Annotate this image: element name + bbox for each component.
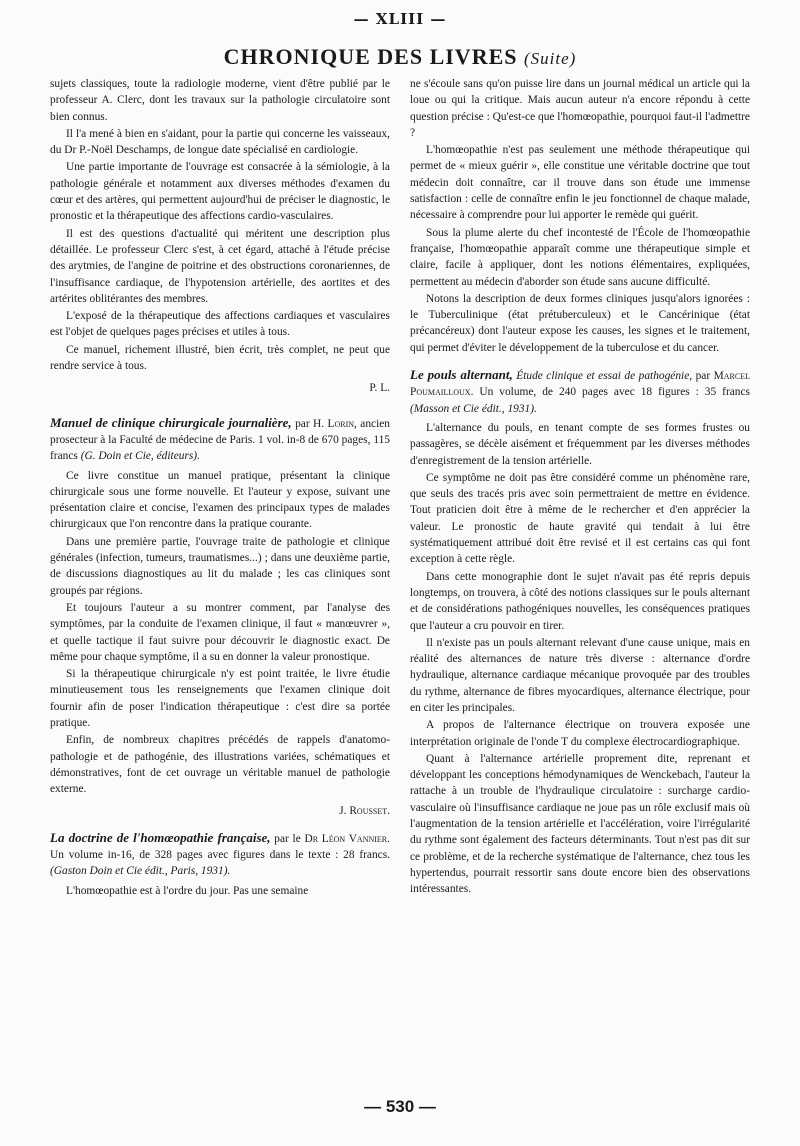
section-title-text: CHRONIQUE DES LIVRES	[223, 44, 518, 69]
paragraph: Dans cette monographie dont le sujet n'avait pas été repris depuis longtemps, on trouvera, à côté des notions classiques sur le pouls alternant et de considérations pathogéniques nouvelles, les conséquences pratiques que l'auteur a cru pouvoir en tirer.	[410, 570, 750, 632]
roman-page-number: — XLIII —	[353, 10, 447, 28]
paragraph: Enfin, de nombreux chapitres précédés de rappels d'anatomo-pathologie et de pathogénie, des illustrations variées, schématiques et démonstratives, font de cet ouvrage un véritable manuel de pathologie externe.	[50, 734, 390, 796]
review-details: . Un volume in-16, de 328 pages avec figures dans le texte : 28 francs.	[50, 832, 390, 862]
paragraph: Notons la description de deux formes cliniques jusqu'alors ignorées : le Tuberculinique (état prétuberculeux) et le Cancérinique (état précancéreux) dont l'auteur expose les causes, les signes et le traitement, qui permet d'éviter le développement de la tuberculose et du cancer.	[410, 292, 750, 354]
paragraph: Ce symptôme ne doit pas être considéré comme un phénomène rare, que seuls des tracés pris avec soin permettraient de mettre en évidence. Tout praticien doit être à même de le rechercher et d'en apprécier la valeur. Le pronostic de haute gravité qui tendait à lui être systématiquement attribué doit être revisé et il est certains cas qui font exception à cette règle.	[410, 471, 750, 566]
paragraph: sujets classiques, toute la radiologie moderne, vient d'être publié par le professeur A. Clerc, dont les travaux sur la pathologie circulatoire sont bien connus.	[50, 78, 390, 123]
paragraph: A propos de l'alternance électrique on trouvera exposée une interprétation originale de l'onde T du complexe électrocardiographique.	[410, 719, 750, 748]
review-signature: P. L.	[369, 382, 390, 395]
paragraph: L'exposé de la thérapeutique des affections cardiaques et vasculaires est l'objet de quelques pages précises et utiles à tous.	[50, 310, 390, 339]
review-details: , ancien prosecteur à la Faculté de médecine de Paris. 1 vol. in-8 de 670 pages, 115 francs	[50, 417, 391, 463]
review-subtitle: Étude clinique et essai de pathogénie,	[512, 370, 693, 383]
paragraph: Ce livre constitue un manuel pratique, présentant la clinique chirurgicale sous une forme nouvelle. Et l'auteur y expose, suivant une présentation claire et concise, l'examen des principaux types de malades chirurgicaux que l'on rencontre dans la pratique courante.	[50, 469, 390, 531]
review-heading	[50, 830, 390, 880]
paragraph: Quant à l'alternance artérielle proprement dite, reprenant et développant les conceptions hémodynamiques de Wenckebach, l'auteur la rattache à un trouble de l'hydraulique circulatoire : surcharge cardio-vasculaire où l'insuffisance cardiaque ne joue pas un rôle exclusif mais où l'augmentation de la tension artérielle et l'accélération, voire l'irrégularité du rythme sont également des facteurs déterminants. Tout n'est pas dit sur ce problème, et de la recherche systématique de l'alternance, chez tous les hypertendus, pourrait ressortir sans doute encore bien des observations intéressantes.	[410, 752, 750, 896]
paragraph: Une partie importante de l'ouvrage est consacrée à la sémiologie, à la pathologie générale et notamment aux diverses méthodes d'examen du cœur et des artères, qui permettent aujourd'hui de préciser le diagnostic, le pronostic et la thérapeutique des affections cardio-vasculaires.	[50, 161, 390, 223]
spacer	[50, 820, 390, 830]
review-publisher: (G. Doin et Cie, éditeurs).	[80, 450, 200, 463]
review-author: H. Lorin	[313, 417, 355, 430]
review-by: par le	[270, 832, 305, 845]
spacer	[50, 397, 390, 415]
review-title: La doctrine de l'homœopathie française,	[50, 829, 271, 845]
left-column	[50, 76, 390, 900]
spacer	[410, 357, 750, 367]
review-publisher: (Gaston Doin et Cie édit., Paris, 1931).	[50, 865, 231, 878]
paragraph: Il l'a mené à bien en s'aidant, pour la partie qui concerne les vaisseaux, du Dr P.-Noël Deschamps, de longue date spécialisé en cardiologie.	[50, 127, 390, 157]
section-title-suite: (Suite)	[524, 49, 577, 68]
paragraph: Il n'existe pas un pouls alternant relevant d'une cause unique, mais en réalité des alternances de nature très diverse : alternance d'ordre hydraulique, alternance cardiaque mécanique provoquée par des troubles du rythme, alternance de fibres myocardiques, alternance électrique, pour en citer les principales.	[410, 636, 750, 714]
review-author: Marcel Poumailloux	[410, 370, 750, 399]
review-by: par	[291, 417, 314, 430]
review-heading	[50, 415, 390, 465]
review-heading	[410, 367, 750, 417]
review-publisher: (Masson et Cie édit., 1931).	[410, 402, 537, 415]
paragraph: Si la thérapeutique chirurgicale n'y est point traitée, le livre étudie minutieusement tous les renseignements que l'examen clinique doit fournir afin de poser l'indication thérapeutique : c'est dire sa portée pratique.	[50, 668, 390, 729]
review-details: . Un volume, de 240 pages avec 18 figures : 35 francs	[470, 386, 750, 399]
review-title: Manuel de clinique chirurgicale journalière,	[50, 414, 292, 430]
paragraph: L'alternance du pouls, en tenant compte de ses formes frustes ou passagères, se décèle aisément et fréquemment par les diverses méthodes d'enregistrement de la tension artérielle.	[410, 421, 750, 467]
review-author: Dr Léon Vannier	[304, 832, 388, 845]
paragraph: Il est des questions d'actualité qui méritent une description plus détaillée. Le professeur Clerc s'est, à cet égard, attaché à l'étude précise des arytmies, de l'angine de poitrine et des obstructions coronariennes, de l'insuffisance cardiaque, de l'hypotension artérielle, des aortites et des artérites oblitérantes des membres.	[50, 227, 390, 305]
paragraph: ne s'écoule sans qu'on puisse lire dans un journal médical un article qui la loue ou qui la critique. Mais aucun auteur n'a encore répondu à cette question précise : Qu'est-ce que l'homœopathie, pourquoi faut-il l'admettre ?	[410, 78, 750, 139]
review-title: Le pouls alternant,	[410, 367, 513, 383]
paragraph: L'homœopathie est à l'ordre du jour. Pas une semaine	[66, 884, 309, 897]
paragraph: Et toujours l'auteur a su montrer comment, par l'analyse des symptômes, par la conduite de l'examen clinique, il faut « manœuvrer », et quelle tactique il faut suivre pour découvrir le diagnostic exact. De même pour chaque symptôme, il a su en donner la valeur pronostique.	[50, 601, 390, 663]
paragraph: L'homœopathie n'est pas seulement une méthode thérapeutique qui permet de « mieux guérir », elle constitue une véritable doctrine que tout médecin doit connaître, car il trouve dans son étude une immense satisfaction : celle de connaître enfin le jeu fonctionnel de chaque malade, nécessaire à comprendre pour lui apporter le remède qui guérit.	[410, 144, 750, 222]
page-number: — 530 —	[364, 1097, 436, 1116]
review-by: par	[692, 370, 714, 383]
paragraph: Sous la plume alerte du chef incontesté de l'École de l'homœopathie française, l'homœopathie apparaît comme une thérapeutique simple et claire, facile à appliquer, dont les notions élémentaires, expliquées, permettent au médecin d'aborder son étude sans aucune difficulté.	[410, 226, 750, 288]
right-column	[410, 76, 750, 899]
section-title	[0, 44, 800, 70]
paragraph: Dans une première partie, l'ouvrage traite de pathologie et clinique générales (infection, tumeurs, traumatismes...) ; dans une deuxième partie, de discussions diagnostiques au lit du malade ; les cas cliniques sont groupés par régions.	[50, 535, 390, 597]
review-signature: J. Rousset.	[339, 805, 390, 818]
paragraph: Ce manuel, richement illustré, bien écrit, très complet, ne peut que rendre service à tous.	[50, 343, 390, 373]
